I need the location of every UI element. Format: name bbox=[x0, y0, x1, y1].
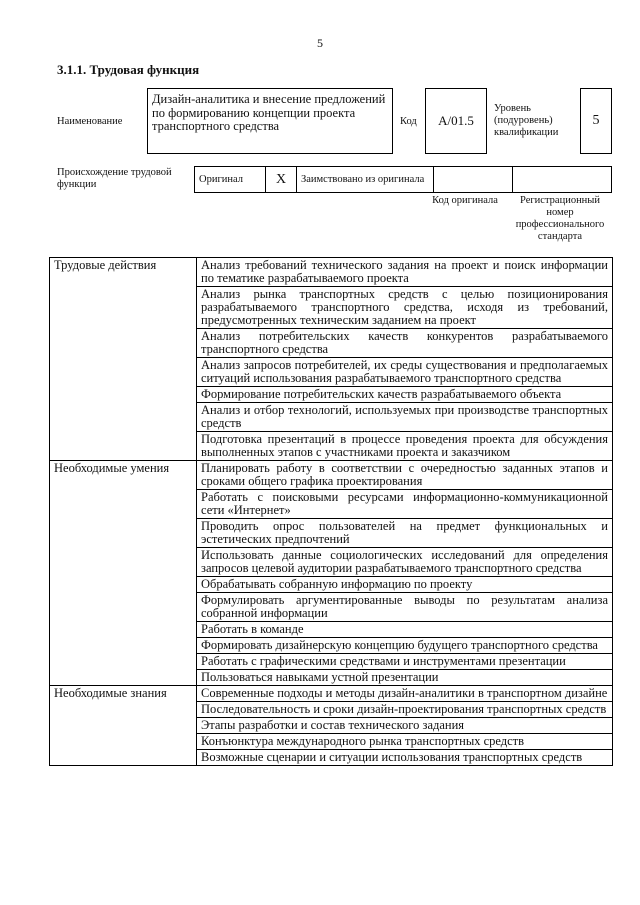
origin-label: Происхождение трудовой функции bbox=[57, 167, 172, 190]
table-row bbox=[50, 258, 613, 287]
item-cell: Обрабатывать собранную информацию по проекту bbox=[197, 577, 613, 593]
item-cell: Пользоваться навыками устной презентации bbox=[197, 670, 613, 686]
item-cell: Формирование потребительских качеств разрабатываемого объекта bbox=[197, 387, 613, 403]
category-cell: Трудовые действия bbox=[50, 258, 197, 461]
item-cell: Анализ рынка транспортных средств с целью позиционирования разрабатываемого транспортного средства, исходя из требований, предусмотренных техническим заданием на проект bbox=[197, 287, 613, 329]
category-cell: Необходимые знания bbox=[50, 686, 197, 766]
item-cell: Последовательность и сроки дизайн-проектирования транспортных средств bbox=[197, 702, 613, 718]
section-title: 3.1.1. Трудовая функция bbox=[57, 62, 200, 77]
item-cell: Формировать дизайнерскую концепцию будущего транспортного средства bbox=[197, 638, 613, 654]
item-cell: Планировать работу в соответствии с очередностью заданных этапов и сроками общего графика проектирования bbox=[197, 461, 613, 490]
item-cell: Современные подходы и методы дизайн-аналитики в транспортном дизайне bbox=[197, 686, 613, 702]
item-cell: Использовать данные социологических исследований для определения запросов целевой аудитории разрабатываемого транспортного средства bbox=[197, 548, 613, 577]
item-cell: Подготовка презентаций в процессе проведения проекта для обсуждения выполненных этапов с участниками проекта и заказчиком bbox=[197, 432, 613, 461]
item-cell: Анализ потребительских качеств конкурентов разрабатываемого транспортного средства bbox=[197, 329, 613, 358]
item-cell: Возможные сценарии и ситуации использования транспортных средств bbox=[197, 750, 613, 766]
item-cell: Формулировать аргументированные выводы по результатам анализа собранной информации bbox=[197, 593, 613, 622]
code-value-box: A/01.5 bbox=[425, 88, 487, 154]
reg-number-cell bbox=[513, 167, 612, 193]
code-label: Код bbox=[400, 116, 417, 127]
borrowed-label: Заимствовано из оригинала bbox=[297, 167, 434, 193]
function-table bbox=[49, 257, 613, 766]
level-label: Уровень (подуровень) квалификации bbox=[494, 103, 559, 138]
code-original-caption: Код оригинала bbox=[432, 195, 498, 206]
level-value-box: 5 bbox=[580, 88, 612, 154]
original-label: Оригинал bbox=[199, 174, 243, 185]
code-original-cell bbox=[434, 167, 513, 193]
item-cell: Проводить опрос пользователей на предмет функциональных и эстетических предпочтений bbox=[197, 519, 613, 548]
table-row bbox=[50, 686, 613, 702]
origin-table bbox=[194, 166, 612, 193]
item-cell: Анализ и отбор технологий, используемых при производстве транспортных средств bbox=[197, 403, 613, 432]
item-cell: Этапы разработки и состав технического задания bbox=[197, 718, 613, 734]
table-row bbox=[50, 461, 613, 490]
item-cell: Работать с поисковыми ресурсами информационно-коммуникационной сети «Интернет» bbox=[197, 490, 613, 519]
category-cell: Необходимые умения bbox=[50, 461, 197, 686]
function-name-box: Дизайн-аналитика и внесение предложений по формированию концепции проекта транспортного средства bbox=[147, 88, 393, 154]
name-label: Наименование bbox=[57, 116, 123, 127]
item-cell: Работать с графическими средствами и инструментами презентации bbox=[197, 654, 613, 670]
item-cell: Анализ требований технического задания на проект и поиск информации по тематике разрабатываемого проекта bbox=[197, 258, 613, 287]
item-cell: Работать в команде bbox=[197, 622, 613, 638]
page-number: 5 bbox=[317, 36, 323, 50]
original-cell bbox=[195, 167, 266, 193]
reg-number-caption: Регистрационный номер профессионального стандарта bbox=[515, 195, 605, 242]
original-mark: X bbox=[266, 167, 297, 193]
item-cell: Конъюнктура международного рынка транспортных средств bbox=[197, 734, 613, 750]
item-cell: Анализ запросов потребителей, их среды существования и предполагаемых ситуаций использования разрабатываемого транспортного средства bbox=[197, 358, 613, 387]
